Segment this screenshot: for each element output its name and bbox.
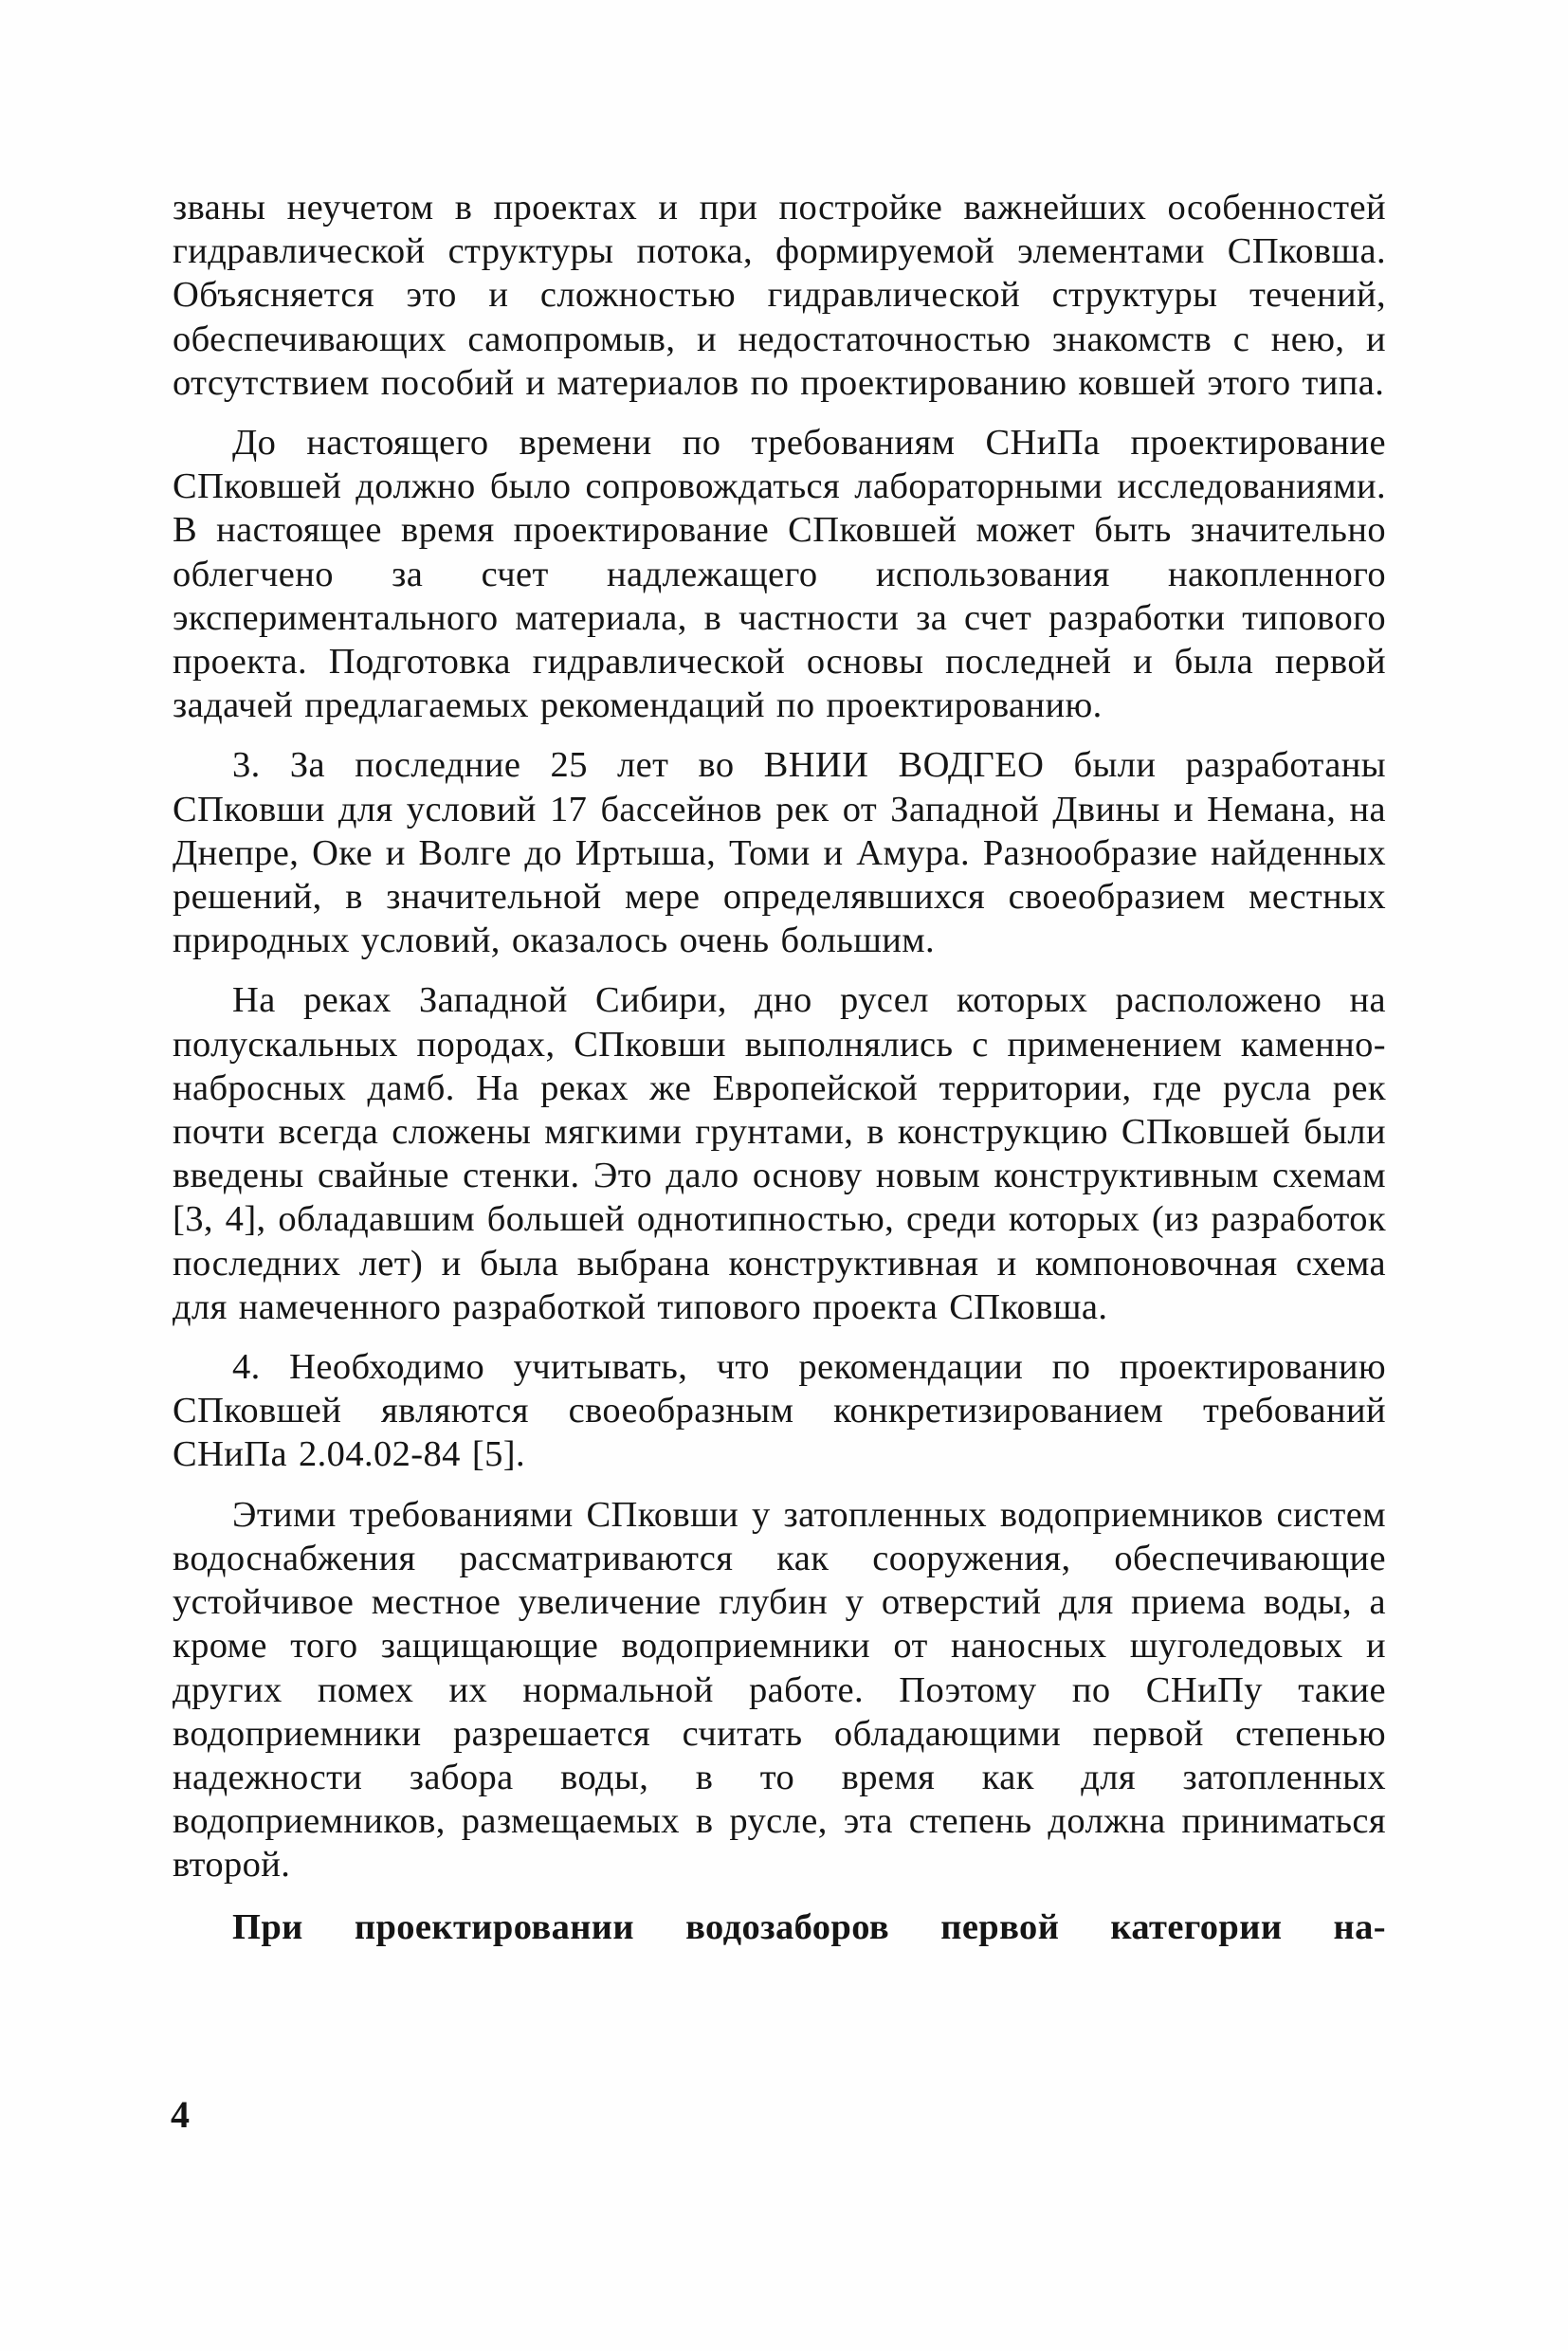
page-number: 4 xyxy=(171,2093,190,2136)
body-text xyxy=(173,186,1386,1949)
paragraph-snip-requirements: До настоящего времени по требованиям СНиПа проектирование СПковшей должно было сопровождаться лабораторными исследованиями. В настоящее время проектирование СПковшей может быть значительно облегчено за счет надлежащего использования накопленного экспериментального материала, в частности за счет разработки типового проекта. Подготовка гидравлической основы последней и была первой задачей предлагаемых рекомендаций по проектированию. xyxy=(173,423,1386,726)
paragraph-item-4: 4. Необходимо учитывать, что рекомендации по проектированию СПковшей являются своеобразным конкретизированием требований СНиПа 2.04.02-84 [5]. xyxy=(173,1347,1386,1475)
paragraph-item-3: 3. За последние 25 лет во ВНИИ ВОДГЕО были разработаны СПковши для условий 17 бассейнов рек от Западной Двины и Немана, на Днепре, Оке и Волге до Иртыша, Томи и Амура. Разнообразие найденных решений, в значительной мере определявшихся своеобразием местных природных условий, оказалось очень большим. xyxy=(173,745,1386,961)
paragraph-requirements: Этими требованиями СПковши у затопленных водоприемников систем водоснабжения рассматриваются как сооружения, обеспечивающие устойчивое местное увеличение глубин у отверстий для приема воды, а кроме того защищающие водоприемники от наносных шуголедовых и других помех их нормальной работе. Поэтому по СНиПу такие водоприемники разрешается считать обладающими первой степенью надежности забора воды, в то время как для затопленных водоприемников, размещаемых в русле, эта степень должна приниматься второй. xyxy=(173,1494,1386,1886)
paragraph-continuation: званы неучетом в проектах и при постройке важнейших особенностей гидравлической структуры потока, формируемой элементами СПковша. Объясняется это и сложностью гидравлической структуры течений, обеспечивающих самопромыв, и недостаточностью знакомств с нею, и отсутствием пособий и материалов по проектированию ковшей этого типа. xyxy=(173,188,1386,403)
paragraph-western-siberia: На реках Западной Сибири, дно русел которых расположено на полускальных породах, СПковши выполнялись с применением каменно-набросных дамб. На реках же Европейской территории, где русла рек почти всегда сложены мягкими грунтами, в конструкцию СПковшей были введены свайные стенки. Это дало основу новым конструктивным схемам [3, 4], обладавшим большей однотипностью, среди которых (из разработок последних лет) и была выбрана конструктивная и компоновочная схема для намеченного разработкой типового проекта СПковша. xyxy=(173,980,1386,1327)
paragraph-closing-line: При проектировании водозаборов первой категории на- xyxy=(232,1906,1386,1947)
